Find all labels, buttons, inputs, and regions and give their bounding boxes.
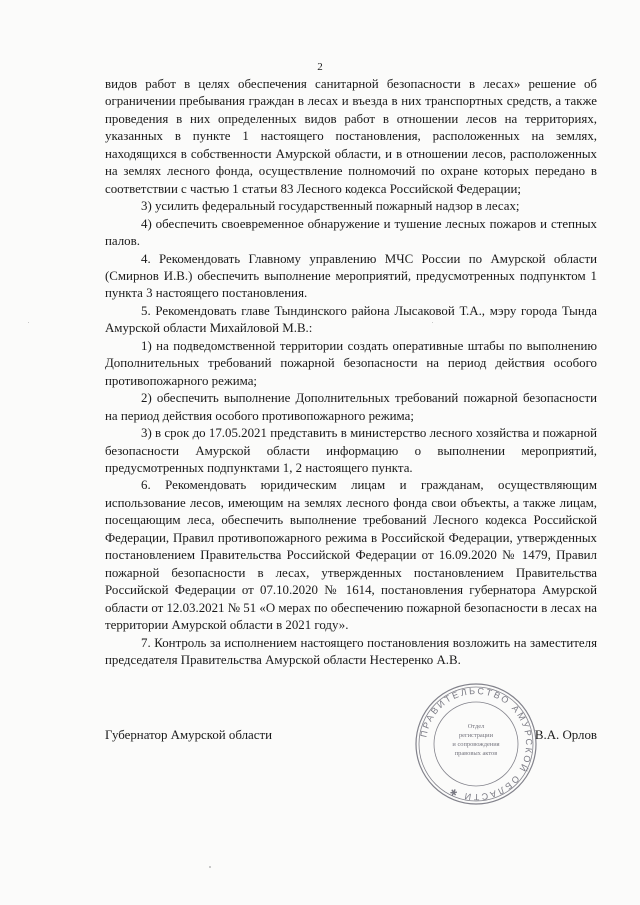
- paragraph-section-5-item-1: 1) на подведомственной территории создать оперативные штабы по выполнению Дополнительных требований пожарной безопасности на период действия особого противопожарного режима;: [105, 338, 597, 388]
- paragraph-section-4: 4. Рекомендовать Главному управлению МЧС России по Амурской области (Смирнов И.В.) обеспечить выполнение мероприятий, предусмотренных подпунктом 1 пункта 3 настоящего постановления.: [105, 251, 597, 301]
- paragraph-continuation: видов работ в целях обеспечения санитарной безопасности в лесах» решение об ограничении пребывания граждан в лесах и въезда в них транспортных средств, а также проведения в них определенных видов работ в отношении лесов на территориях, указанных в пункте 1 настоящего постановления, расположенных на землях, находящихся в собственности Амурской области, и в отношении лесов, расположенных на землях лесного фонда, осуществление полномочий по охране которых передано в соответствии с частью 1 статьи 83 Лесного кодекса Российской Федерации;: [105, 77, 597, 196]
- paragraph-section-6: 6. Рекомендовать юридическим лицам и гражданам, осуществляющим использование лесов, имеющим на землях лесного фонда свои объекты, а также лицам, посещающим леса, обеспечить выполнение требований Лесного кодекса Российской Федерации, Правил противопожарного режима в Российской Федерации, утвержденных постановлением Правительства Российской Федерации от 16.09.2020 № 1479, Правил пожарной безопасности в лесах, утвержденных постановлением Правительства Российской Федерации от 07.10.2020 № 1614, постановления губернатора Амурской области от 12.03.2021 № 51 «О мерах по обеспечению пожарной безопасности в лесах на территории Амурской области в 2021 году».: [105, 478, 597, 633]
- scan-artifact: [432, 322, 433, 323]
- paragraph-section-5: 5. Рекомендовать главе Тындинского района Лысаковой Т.А., мэру города Тында Амурской области Михайловой М.В.:: [105, 303, 597, 336]
- paragraph-section-7: 7. Контроль за исполнением настоящего постановления возложить на заместителя председателя Правительства Амурской области Нестеренко А.В.: [105, 635, 597, 667]
- paragraph-item-4: 4) обеспечить своевременное обнаружение и тушение лесных пожаров и степных палов.: [105, 216, 597, 249]
- scan-artifact: [209, 866, 211, 868]
- document-body: [105, 76, 597, 669]
- svg-text:правовых актов: правовых актов: [454, 750, 498, 757]
- signatory-title: Губернатор Амурской области: [105, 728, 272, 742]
- svg-text:ПРАВИТЕЛЬСТВО АМУРСКОЙ ОБЛАСТИ: ПРАВИТЕЛЬСТВО АМУРСКОЙ ОБЛАСТИ ✱: [418, 685, 535, 803]
- page-number: 2: [317, 61, 323, 73]
- svg-text:регистрации: регистрации: [458, 732, 494, 739]
- paragraph-section-5-item-2: 2) обеспечить выполнение Дополнительных требований пожарной безопасности на период действия особого противопожарного режима;: [105, 391, 597, 423]
- svg-text:Отдел: Отдел: [467, 723, 485, 730]
- svg-text:и сопровождения: и сопровождения: [452, 741, 500, 748]
- signatory-name: В.А. Орлов: [534, 728, 597, 742]
- official-seal-stamp: [414, 682, 538, 806]
- paragraph-section-5-item-3: 3) в срок до 17.05.2021 представить в министерство лесного хозяйства и пожарной безопасности Амурской области информацию о выполнении мероприятий, предусмотренных подпунктами 1, 2 настоящего пункта.: [105, 426, 597, 475]
- scan-artifact: [28, 322, 29, 323]
- paragraph-item-3: 3) усилить федеральный государственный пожарный надзор в лесах;: [141, 199, 520, 214]
